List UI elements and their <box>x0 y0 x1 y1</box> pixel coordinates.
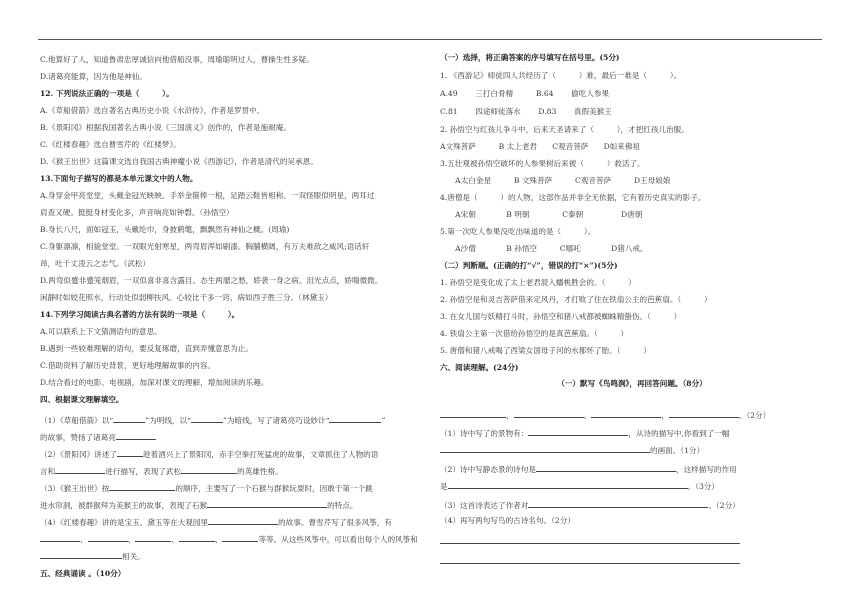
separator: 、 <box>171 535 179 544</box>
poem-q1-line2 <box>440 444 704 456</box>
fill-q4-text: 的故事。曹雪芹写了很多风筝，有 <box>278 518 392 527</box>
fill-q2-line2 <box>40 465 283 477</box>
part2-heading: （二）判断题。(正确的打“√”，错误的打“×”)(5分) <box>440 261 618 270</box>
q13-option-a-line1: A.身穿金甲亮堂堂，头戴金冠光映映。手举金箍棒一根，足踏云鞋皆相称。一双怪眼似明星，两耳过 <box>40 191 375 200</box>
answer-blank[interactable] <box>191 414 223 423</box>
fill-q1-text: ” <box>381 416 386 425</box>
poem-q1-text: ，从诗的描写中,你看到了一幅 <box>628 429 730 438</box>
choice-q3-options: A太白金星 B 文殊菩萨 C观音菩萨 D王母娘娘 <box>440 176 671 185</box>
q14-stem: 14.下列学习阅读古典名著的方法有误的一项是（ ）。 <box>40 310 240 319</box>
answer-blank[interactable] <box>222 533 258 542</box>
answer-blank[interactable] <box>591 409 661 418</box>
fill-q4-text: （4）《红楼春趣》讲的是宝玉、黛玉等在大观园里 <box>40 518 209 527</box>
separator: ， <box>506 411 514 420</box>
fill-q1-text: ”为明线，以“ <box>145 416 191 425</box>
poem-q4-answer-line2[interactable] <box>440 555 740 567</box>
answer-blank[interactable] <box>440 444 650 453</box>
answer-blank[interactable] <box>528 499 708 508</box>
separator: 。 <box>583 411 592 420</box>
answer-blank[interactable] <box>40 533 80 542</box>
q13-stem: 13.下面句子描写的都是本单元课文中的人物。 <box>40 174 198 183</box>
q13-option-a-line2: 肩查又硬。挺挺身材变化多，声音响亮如钟磬。（孙悟空） <box>40 208 234 217</box>
answer-blank[interactable] <box>55 465 105 474</box>
poem-q2-text: ，这样描写的作用 <box>675 465 737 474</box>
poem-q2-text: 。（3分） <box>687 482 719 491</box>
fill-q4-line3 <box>40 550 145 562</box>
answer-blank[interactable] <box>528 427 628 436</box>
fill-q3-line1 <box>40 482 373 494</box>
answer-blank[interactable] <box>109 482 175 491</box>
choice-q2: 2. 孙悟空与红孩儿争斗中，后来天圣请来了（ ），才把红孩儿治服。 <box>440 125 689 134</box>
separator: 、 <box>127 535 136 544</box>
choice-q5-options: A沙僧 B 孙悟空 C哪吒 D猪八戒。 <box>440 244 648 253</box>
q12-stem: 12. 下列说法正确的一项是（ ）。 <box>40 89 174 98</box>
choice-q1: 1. 《西游记》师徒四人共经历了（ ）难，最后一难是（ ）。 <box>440 71 682 80</box>
answer-blank[interactable] <box>116 431 156 440</box>
answer-blank[interactable] <box>179 533 215 542</box>
answer-blank[interactable] <box>440 555 740 564</box>
poem-q2-line2 <box>440 480 719 492</box>
poem-q3-text: 。（2分） <box>708 501 740 510</box>
judge-q2: 2. 孙悟空是和灵吉菩萨借来定风丹，才打败了住在铁扇公主的芭蕉扇。（ ） <box>440 295 712 304</box>
fill-q3-line2 <box>40 499 357 511</box>
section4-heading: 四、根据课文理解填空。 <box>40 395 124 404</box>
judge-q3: 3. 在女儿国与妖精打斗时，孙悟空和猪八戒都被蜘蛛精蛰伤。（ ） <box>440 312 682 321</box>
q13-option-d-line1: D.两弯似蹙非蹙笼烟眉，一双似喜非喜含露目。态生两靥之愁，娇袭一身之病。泪光点点，娇喘微微。 <box>40 276 383 285</box>
fill-q1-line1 <box>40 414 385 426</box>
fill-q2-text: 趁着酒兴上了景阳冈，赤手空拳打死猛虎的故事，文章抓住了人物的语 <box>142 450 379 459</box>
q13-option-d-line2: 闲静时如姣花照水，行动处似弱柳扶风。心较比干多一窍，病如西子胜三分。（林黛玉） <box>40 293 333 302</box>
q11-option-d: D.诸葛亮能算，因为他是神仙。 <box>40 72 147 81</box>
separator: 。（2分） <box>738 411 771 420</box>
q12-option-b: B.《景阳冈》根据我国著名古典小说《三国演义》创作的，作者是施耐庵。 <box>40 123 291 132</box>
answer-blank[interactable] <box>440 409 506 418</box>
poem-q4: （4）再写两句写鸟的古诗名句。（2分） <box>440 516 575 525</box>
header-rule <box>38 39 822 40</box>
answer-blank[interactable] <box>135 533 171 542</box>
q13-option-c-line1: C.身躯凛凛，相貌堂堂。一双眼光射寒星，两弯眉浑如刷漆。胸脯横阔，有万夫难敌之威风;语话轩 <box>40 242 370 251</box>
judge-q4: 4. 铁扇公主第一次借给孙悟空的是真芭蕉扇。（ ） <box>440 329 629 338</box>
q12-option-d: D.《猴王出世》这篇课文选自我国古典神魔小说《西游记》，作者是清代的吴承恩。 <box>40 157 318 166</box>
poem-q4-answer-line1[interactable] <box>440 535 740 547</box>
answer-blank[interactable] <box>117 448 143 457</box>
fill-q2-text: 进行描写，表现了武松 <box>105 467 182 476</box>
poem-q2-text: （2）诗中写静态景的诗句是 <box>440 465 536 474</box>
poem-q1-text: 的画面。（1分） <box>650 446 705 455</box>
fill-q1-text: （1）《草船借箭》以“ <box>40 416 114 425</box>
fill-q3-text: 进水帘洞，被群猴拜为美猴王的故事，表现了石猴 <box>40 501 208 510</box>
answer-blank[interactable] <box>669 409 739 418</box>
separator: ， <box>661 411 669 420</box>
poem-dictation-line <box>440 409 770 421</box>
poem-q2-line1 <box>440 463 737 475</box>
fill-q3-text: 的特点。 <box>327 501 358 510</box>
fill-q2-text: （2）《景阳冈》讲述了 <box>40 450 117 459</box>
answer-blank[interactable] <box>40 550 122 559</box>
q12-option-c: C.《红楼春趣》选自曹雪芹的《红楼梦》。 <box>40 140 181 149</box>
q12-option-a: A.《草船借箭》选自著名古典历史小说《水浒传》，作者是罗贯中。 <box>40 106 265 115</box>
separator: 、 <box>214 535 223 544</box>
poem-q1-text: （1）诗中写了的景物有： <box>440 429 529 438</box>
fill-q2-line1 <box>40 448 378 460</box>
part1-heading: （一）选择，将正确答案的序号填写在括号里。(5分) <box>440 53 620 62</box>
judge-q5: 5. 唐僧和猪八戒喝了西梁女国母子河的水都怀了胎。（ ） <box>440 346 651 355</box>
answer-blank[interactable] <box>207 499 327 508</box>
q14-option-a: A.可以联系上下文猜测语句的意思。 <box>40 327 162 336</box>
fill-q1-text: 的故事，赞扬了诸葛亮 <box>40 433 116 442</box>
q14-option-d: D.结合看过的电影、电视剧，加深对课文的理解，增加阅读的乐趣。 <box>40 378 269 387</box>
answer-blank[interactable] <box>113 414 145 423</box>
q14-option-b: B.遇到一些较难理解的语句，要反复琢磨，直到弄懂意思为止。 <box>40 344 254 353</box>
choice-q3: 3.五壮观被孙悟空破坏的人参果树后来被（ ）救活了。 <box>440 159 645 168</box>
section5-heading: 五、经典诵读 。（10分） <box>40 569 126 578</box>
poem-q1-line1 <box>440 427 730 439</box>
fill-q3-text: 的顺序，主要写了一个石猴与群猴玩耍时，因敢于第一个跳 <box>175 484 373 493</box>
answer-blank[interactable] <box>514 409 584 418</box>
answer-blank[interactable] <box>440 535 740 544</box>
fill-q3-text: （3）《猴王出世》按 <box>40 484 110 493</box>
poem-heading: （一）默写《鸟鸣涧》，再回答问题。（8分） <box>557 379 707 388</box>
judge-q1: 1. 孙悟空是变化成了太上老君混入蟠桃胜会的。（ ） <box>440 278 636 287</box>
poem-q3 <box>440 499 740 511</box>
answer-blank[interactable] <box>88 533 128 542</box>
choice-q4: 4.唐僧是（ ）的人物，这部作品并非全无依据，它有着历史真实的影子。 <box>440 193 706 202</box>
fill-q2-text: 言和 <box>40 467 56 476</box>
choice-q2-options: A文殊菩萨 B 太上老君 C观音菩萨 D如来佛祖 <box>440 142 641 151</box>
answer-blank[interactable] <box>448 480 688 489</box>
fill-q4-text: 相关。 <box>122 552 145 561</box>
answer-blank[interactable] <box>208 516 278 525</box>
choice-q1-options-cd: C.81 四途师徒落水 D.83 真假美猴王 <box>440 107 612 116</box>
section6-heading: 六、阅读理解。(24分) <box>440 363 519 372</box>
q14-option-c: C.借助资料了解历史背景，更好地理解故事的内容。 <box>40 361 216 370</box>
choice-q5: 5.第一次吃人参果没吃出味道的是（ ）。 <box>440 227 596 236</box>
q13-option-c-line2: 昂，吐千丈凌云之志气。（武松） <box>40 259 151 268</box>
answer-blank[interactable] <box>536 463 676 472</box>
q13-option-b: B.身长八尺，面如冠玉，头戴纶巾，身披鹤氅，飘飘然有神仙之概。(周瑜) <box>40 225 290 234</box>
fill-q2-text: 的英雄性格。 <box>237 467 283 476</box>
answer-blank[interactable] <box>181 465 237 474</box>
choice-q4-options: A宋朝 B 明朝 C秦朝 D唐朝 <box>440 210 643 219</box>
answer-blank[interactable] <box>329 414 381 423</box>
separator: 、 <box>80 535 88 544</box>
fill-q4-text: 等等。从这些风筝中，可以看出每个人的风筝和 <box>258 535 418 544</box>
fill-q1-line2 <box>40 431 156 443</box>
poem-q2-text: 是 <box>440 482 448 491</box>
q11-option-c: C.他算好了人，知道鲁肃忠厚诚信向他借船没事，周瑜聪明过人，曹操生性多疑。 <box>40 55 314 64</box>
poem-q3-text: （3）这首诗表达了作者对 <box>440 501 529 510</box>
choice-q1-options-ab: A.49 三打白骨精 B.64 偷吃人参果 <box>440 89 610 98</box>
fill-q4-line2 <box>40 533 418 545</box>
fill-q4-line1 <box>40 516 392 528</box>
fill-q1-text: ”为暗线，写了诸葛亮巧设妙计“ <box>223 416 330 425</box>
